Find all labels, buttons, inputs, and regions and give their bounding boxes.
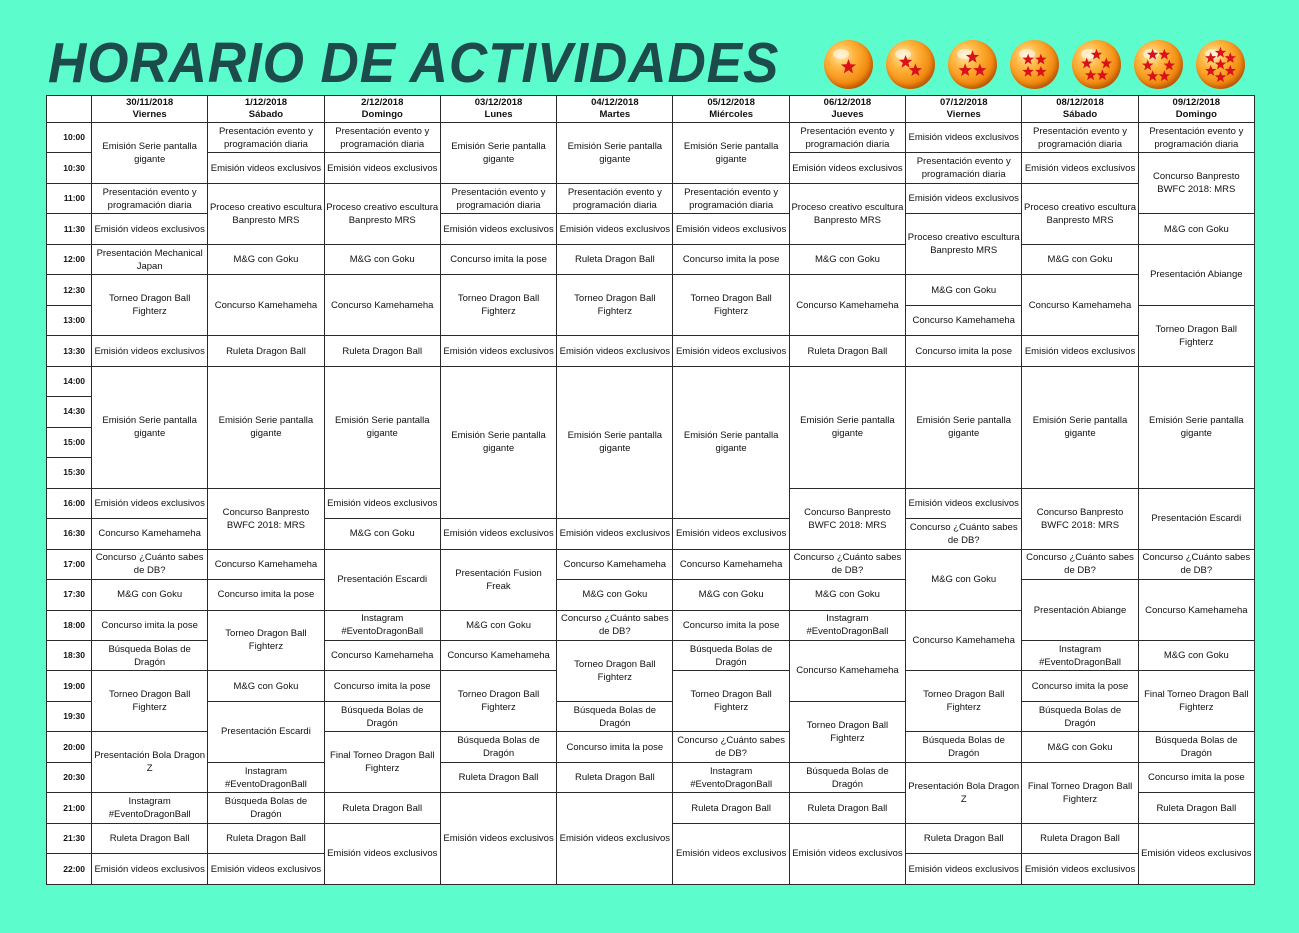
activity-cell: Emisión Serie pantalla gigante: [208, 366, 324, 488]
activity-cell: Presentación Escardi: [1138, 488, 1254, 549]
time-label: 18:00: [47, 610, 92, 640]
activity-cell: Emisión videos exclusivos: [673, 519, 789, 549]
activity-cell: Instagram #EventoDragonBall: [324, 610, 440, 640]
activity-cell: Concurso Kamehameha: [789, 275, 905, 336]
day-header-6: [789, 96, 905, 123]
activity-cell: Presentación evento y programación diaria: [92, 183, 208, 213]
activity-cell: Emisión videos exclusivos: [557, 519, 673, 549]
activity-cell: Emisión Serie pantalla gigante: [92, 123, 208, 184]
activity-cell: Concurso Kamehameha: [440, 640, 556, 670]
dragon-ball-3-icon: [948, 40, 997, 89]
activity-cell: Emisión videos exclusivos: [1138, 823, 1254, 884]
activity-cell: Búsqueda Bolas de Dragón: [673, 640, 789, 670]
activity-cell: Ruleta Dragon Ball: [673, 793, 789, 823]
corner-cell: [47, 96, 92, 123]
dragon-ball-2-icon: [886, 40, 935, 89]
day-name: Miércoles: [709, 109, 754, 120]
activity-cell: Presentación evento y programación diaria: [673, 183, 789, 213]
activity-cell: M&G con Goku: [1138, 214, 1254, 244]
activity-cell: Concurso Kamehameha: [324, 275, 440, 336]
activity-cell: Torneo Dragon Ball Fighterz: [208, 610, 324, 671]
activity-cell: M&G con Goku: [324, 244, 440, 274]
activity-cell: Presentación Bola Dragon Z: [92, 732, 208, 793]
activity-cell: Torneo Dragon Ball Fighterz: [789, 701, 905, 762]
activity-cell: Emisión videos exclusivos: [92, 488, 208, 518]
day-name: Jueves: [831, 109, 864, 120]
activity-cell: Concurso Banpresto BWFC 2018: MRS: [1138, 153, 1254, 214]
activity-cell: Concurso Kamehameha: [789, 640, 905, 701]
activity-cell: Ruleta Dragon Ball: [557, 244, 673, 274]
activity-cell: Presentación Abiange: [1138, 244, 1254, 305]
activity-cell: Concurso ¿Cuánto sabes de DB?: [789, 549, 905, 579]
activity-cell: Concurso imita la pose: [324, 671, 440, 701]
day-name: Domingo: [361, 109, 403, 120]
activity-cell: Concurso ¿Cuánto sabes de DB?: [1022, 549, 1138, 579]
time-label: 15:30: [47, 458, 92, 488]
time-row: [47, 580, 1255, 610]
day-header-7: [906, 96, 1022, 123]
time-label: 20:00: [47, 732, 92, 762]
activity-cell: Emisión videos exclusivos: [92, 214, 208, 244]
activity-cell: Proceso creativo escultura Banpresto MRS: [789, 183, 905, 244]
activity-cell: Emisión videos exclusivos: [673, 823, 789, 884]
day-date: 04/12/2018: [591, 97, 639, 108]
activity-cell: Final Torneo Dragon Ball Fighterz: [324, 732, 440, 793]
time-label: 13:00: [47, 305, 92, 335]
time-label: 16:00: [47, 488, 92, 518]
day-name: Viernes: [946, 109, 981, 120]
time-label: 21:30: [47, 823, 92, 853]
time-label: 12:30: [47, 275, 92, 305]
activity-cell: Emisión videos exclusivos: [1022, 153, 1138, 183]
activity-cell: Ruleta Dragon Ball: [208, 336, 324, 366]
activity-cell: Torneo Dragon Ball Fighterz: [906, 671, 1022, 732]
day-name: Domingo: [1175, 109, 1217, 120]
activity-cell: Concurso Kamehameha: [906, 305, 1022, 335]
activity-cell: M&G con Goku: [557, 580, 673, 610]
activity-cell: Búsqueda Bolas de Dragón: [324, 701, 440, 731]
activity-cell: Concurso imita la pose: [673, 610, 789, 640]
dragon-ball-6-icon: [1134, 40, 1183, 89]
activity-cell: Emisión Serie pantalla gigante: [557, 366, 673, 518]
time-row: [47, 762, 1255, 792]
activity-cell: Emisión videos exclusivos: [208, 153, 324, 183]
time-label: 20:30: [47, 762, 92, 792]
activity-cell: Emisión videos exclusivos: [440, 336, 556, 366]
time-label: 14:00: [47, 366, 92, 396]
activity-cell: Instagram #EventoDragonBall: [1022, 640, 1138, 670]
activity-cell: Búsqueda Bolas de Dragón: [789, 762, 905, 792]
activity-cell: Concurso Banpresto BWFC 2018: MRS: [1022, 488, 1138, 549]
activity-cell: Presentación evento y programación diaria: [324, 123, 440, 153]
activity-cell: Emisión Serie pantalla gigante: [1022, 366, 1138, 488]
activity-cell: Emisión Serie pantalla gigante: [789, 366, 905, 488]
day-name: Sábado: [248, 109, 284, 120]
activity-cell: Emisión videos exclusivos: [1022, 854, 1138, 885]
activity-cell: Emisión Serie pantalla gigante: [440, 366, 556, 518]
activity-cell: Concurso Kamehameha: [92, 519, 208, 549]
time-label: 16:30: [47, 519, 92, 549]
activity-cell: Concurso imita la pose: [92, 610, 208, 640]
day-date: 09/12/2018: [1172, 97, 1221, 108]
day-name: Sábado: [1062, 109, 1098, 120]
activity-cell: M&G con Goku: [673, 580, 789, 610]
activity-cell: M&G con Goku: [1022, 732, 1138, 762]
activity-cell: Ruleta Dragon Ball: [324, 336, 440, 366]
activity-cell: Ruleta Dragon Ball: [440, 762, 556, 792]
day-date: 1/12/2018: [244, 97, 288, 108]
day-date: 08/12/2018: [1056, 97, 1104, 108]
activity-cell: Emisión Serie pantalla gigante: [673, 123, 789, 184]
time-row: [47, 549, 1255, 579]
activity-cell: Emisión videos exclusivos: [208, 854, 324, 885]
activity-cell: Instagram #EventoDragonBall: [92, 793, 208, 823]
activity-cell: Proceso creativo escultura Banpresto MRS: [208, 183, 324, 244]
activity-cell: M&G con Goku: [1138, 640, 1254, 670]
activity-cell: Emisión videos exclusivos: [673, 336, 789, 366]
activity-cell: Presentación evento y programación diaria: [906, 153, 1022, 183]
activity-cell: Torneo Dragon Ball Fighterz: [673, 671, 789, 732]
activity-cell: Instagram #EventoDragonBall: [789, 610, 905, 640]
activity-cell: Final Torneo Dragon Ball Fighterz: [1022, 762, 1138, 823]
activity-cell: Emisión videos exclusivos: [92, 336, 208, 366]
activity-cell: Emisión videos exclusivos: [557, 336, 673, 366]
activity-cell: Torneo Dragon Ball Fighterz: [557, 275, 673, 336]
schedule-table: [46, 95, 1255, 885]
activity-cell: Búsqueda Bolas de Dragón: [92, 640, 208, 670]
time-row: [47, 183, 1255, 213]
activity-cell: Concurso ¿Cuánto sabes de DB?: [906, 519, 1022, 549]
activity-cell: M&G con Goku: [906, 275, 1022, 305]
day-header-3: [440, 96, 556, 123]
activity-cell: Presentación Escardi: [324, 549, 440, 610]
activity-cell: Presentación evento y programación diaria: [1022, 123, 1138, 153]
time-label: 21:00: [47, 793, 92, 823]
activity-cell: Emisión videos exclusivos: [92, 854, 208, 885]
activity-cell: Concurso Banpresto BWFC 2018: MRS: [208, 488, 324, 549]
time-label: 17:00: [47, 549, 92, 579]
activity-cell: Presentación evento y programación diaria: [208, 123, 324, 153]
day-name: Martes: [599, 109, 631, 120]
activity-cell: Búsqueda Bolas de Dragón: [906, 732, 1022, 762]
time-label: 10:30: [47, 153, 92, 183]
activity-cell: Emisión Serie pantalla gigante: [92, 366, 208, 488]
activity-cell: M&G con Goku: [92, 580, 208, 610]
page-title: HORARIO DE ACTIVIDADES: [48, 31, 780, 95]
activity-cell: Final Torneo Dragon Ball Fighterz: [1138, 671, 1254, 732]
activity-cell: Emisión videos exclusivos: [324, 488, 440, 518]
activity-cell: Concurso Banpresto BWFC 2018: MRS: [789, 488, 905, 549]
activity-cell: Presentación Bola Dragon Z: [906, 762, 1022, 823]
activity-cell: Emisión videos exclusivos: [440, 214, 556, 244]
activity-cell: Emisión videos exclusivos: [324, 823, 440, 884]
activity-cell: Búsqueda Bolas de Dragón: [1022, 701, 1138, 731]
schedule-header-row: [47, 96, 1255, 123]
activity-cell: Torneo Dragon Ball Fighterz: [673, 275, 789, 336]
activity-cell: Emisión videos exclusivos: [906, 123, 1022, 153]
time-row: [47, 701, 1255, 731]
activity-cell: Ruleta Dragon Ball: [789, 793, 905, 823]
day-date: 2/12/2018: [361, 97, 404, 108]
day-date: 06/12/2018: [823, 97, 872, 108]
day-header-5: [673, 96, 789, 123]
activity-cell: Emisión videos exclusivos: [906, 854, 1022, 885]
day-header-2: [324, 96, 440, 123]
activity-cell: Torneo Dragon Ball Fighterz: [1138, 305, 1254, 366]
time-label: 11:00: [47, 183, 92, 213]
activity-cell: Proceso creativo escultura Banpresto MRS: [324, 183, 440, 244]
activity-cell: M&G con Goku: [440, 610, 556, 640]
activity-cell: Instagram #EventoDragonBall: [208, 762, 324, 792]
day-header-9: [1138, 96, 1254, 123]
activity-cell: Emisión videos exclusivos: [789, 153, 905, 183]
activity-cell: Presentación evento y programación diaria: [789, 123, 905, 153]
activity-cell: Emisión videos exclusivos: [1022, 336, 1138, 366]
activity-cell: Emisión Serie pantalla gigante: [673, 366, 789, 518]
activity-cell: M&G con Goku: [789, 244, 905, 274]
activity-cell: Concurso Kamehameha: [673, 549, 789, 579]
activity-cell: Búsqueda Bolas de Dragón: [1138, 732, 1254, 762]
activity-cell: Concurso imita la pose: [906, 336, 1022, 366]
activity-cell: Presentación Abiange: [1022, 580, 1138, 641]
activity-cell: Torneo Dragon Ball Fighterz: [92, 275, 208, 336]
activity-cell: Ruleta Dragon Ball: [1138, 793, 1254, 823]
activity-cell: Emisión videos exclusivos: [789, 823, 905, 884]
activity-cell: Presentación evento y programación diaria: [557, 183, 673, 213]
activity-cell: Instagram #EventoDragonBall: [673, 762, 789, 792]
activity-cell: Concurso imita la pose: [557, 732, 673, 762]
time-label: 12:00: [47, 244, 92, 274]
activity-cell: Emisión videos exclusivos: [673, 214, 789, 244]
dragon-balls: [824, 40, 1245, 89]
activity-cell: Ruleta Dragon Ball: [92, 823, 208, 853]
day-name: Lunes: [484, 109, 513, 120]
activity-cell: Presentación evento y programación diaria: [440, 183, 556, 213]
day-header-8: [1022, 96, 1138, 123]
activity-cell: Ruleta Dragon Ball: [789, 336, 905, 366]
time-label: 19:00: [47, 671, 92, 701]
activity-cell: M&G con Goku: [208, 671, 324, 701]
dragon-ball-5-icon: [1072, 40, 1121, 89]
activity-cell: Emisión videos exclusivos: [906, 488, 1022, 518]
day-header-1: [208, 96, 324, 123]
activity-cell: Búsqueda Bolas de Dragón: [440, 732, 556, 762]
activity-cell: Concurso Kamehameha: [557, 549, 673, 579]
activity-cell: Ruleta Dragon Ball: [208, 823, 324, 853]
time-row: [47, 244, 1255, 274]
activity-cell: Concurso Kamehameha: [906, 610, 1022, 671]
time-label: 11:30: [47, 214, 92, 244]
activity-cell: Concurso ¿Cuánto sabes de DB?: [92, 549, 208, 579]
dragon-ball-1-icon: [824, 40, 873, 89]
activity-cell: Concurso imita la pose: [208, 580, 324, 610]
time-label: 14:30: [47, 397, 92, 427]
activity-cell: M&G con Goku: [1022, 244, 1138, 274]
activity-cell: Emisión videos exclusivos: [440, 793, 556, 885]
activity-cell: Ruleta Dragon Ball: [906, 823, 1022, 853]
dragon-ball-4-icon: [1010, 40, 1059, 89]
activity-cell: Concurso ¿Cuánto sabes de DB?: [557, 610, 673, 640]
activity-cell: Ruleta Dragon Ball: [1022, 823, 1138, 853]
time-label: 13:30: [47, 336, 92, 366]
activity-cell: Emisión videos exclusivos: [440, 519, 556, 549]
day-date: 30/11/2018: [126, 97, 174, 108]
activity-cell: Presentación Mechanical Japan: [92, 244, 208, 274]
activity-cell: M&G con Goku: [208, 244, 324, 274]
activity-cell: M&G con Goku: [906, 549, 1022, 610]
activity-cell: Emisión videos exclusivos: [557, 793, 673, 885]
activity-cell: Presentación evento y programación diaria: [1138, 123, 1254, 153]
day-date: 03/12/2018: [474, 97, 523, 108]
time-label: 19:30: [47, 701, 92, 731]
activity-cell: Torneo Dragon Ball Fighterz: [440, 275, 556, 336]
time-row: [47, 123, 1255, 153]
activity-cell: Concurso imita la pose: [440, 244, 556, 274]
activity-cell: Emisión Serie pantalla gigante: [906, 366, 1022, 488]
time-label: 18:30: [47, 640, 92, 670]
activity-cell: Emisión videos exclusivos: [906, 183, 1022, 213]
activity-cell: Torneo Dragon Ball Fighterz: [557, 640, 673, 701]
dragon-ball-7-icon: [1196, 40, 1245, 89]
activity-cell: Emisión Serie pantalla gigante: [324, 366, 440, 488]
activity-cell: Búsqueda Bolas de Dragón: [208, 793, 324, 823]
activity-cell: Concurso Kamehameha: [208, 549, 324, 579]
activity-cell: Concurso Kamehameha: [1022, 275, 1138, 336]
activity-cell: Concurso imita la pose: [673, 244, 789, 274]
activity-cell: M&G con Goku: [789, 580, 905, 610]
activity-cell: Torneo Dragon Ball Fighterz: [92, 671, 208, 732]
activity-cell: Emisión Serie pantalla gigante: [557, 123, 673, 184]
time-row: [47, 366, 1255, 396]
activity-cell: Concurso Kamehameha: [208, 275, 324, 336]
time-label: 22:00: [47, 854, 92, 885]
activity-cell: Ruleta Dragon Ball: [324, 793, 440, 823]
day-date: 07/12/2018: [939, 97, 988, 108]
activity-cell: Ruleta Dragon Ball: [557, 762, 673, 792]
activity-cell: Concurso imita la pose: [1022, 671, 1138, 701]
activity-cell: Emisión videos exclusivos: [324, 153, 440, 183]
activity-cell: Búsqueda Bolas de Dragón: [557, 701, 673, 731]
activity-cell: Torneo Dragon Ball Fighterz: [440, 671, 556, 732]
day-header-0: [92, 96, 208, 123]
activity-cell: M&G con Goku: [324, 519, 440, 549]
activity-cell: Concurso ¿Cuánto sabes de DB?: [673, 732, 789, 762]
activity-cell: Concurso ¿Cuánto sabes de DB?: [1138, 549, 1254, 579]
activity-cell: Emisión Serie pantalla gigante: [440, 123, 556, 184]
activity-cell: Proceso creativo escultura Banpresto MRS: [906, 214, 1022, 275]
day-date: 05/12/2018: [707, 97, 755, 108]
activity-cell: Proceso creativo escultura Banpresto MRS: [1022, 183, 1138, 244]
activity-cell: Emisión Serie pantalla gigante: [1138, 366, 1254, 488]
activity-cell: Presentación Fusion Freak: [440, 549, 556, 610]
time-label: 10:00: [47, 123, 92, 153]
day-name: Viernes: [132, 109, 167, 120]
activity-cell: Concurso Kamehameha: [1138, 580, 1254, 641]
time-label: 17:30: [47, 580, 92, 610]
time-label: 15:00: [47, 427, 92, 457]
activity-cell: Concurso Kamehameha: [324, 640, 440, 670]
time-row: [47, 336, 1255, 366]
activity-cell: Presentación Escardi: [208, 701, 324, 762]
time-row: [47, 275, 1255, 305]
activity-cell: Emisión videos exclusivos: [557, 214, 673, 244]
day-header-4: [557, 96, 673, 123]
activity-cell: Concurso imita la pose: [1138, 762, 1254, 792]
